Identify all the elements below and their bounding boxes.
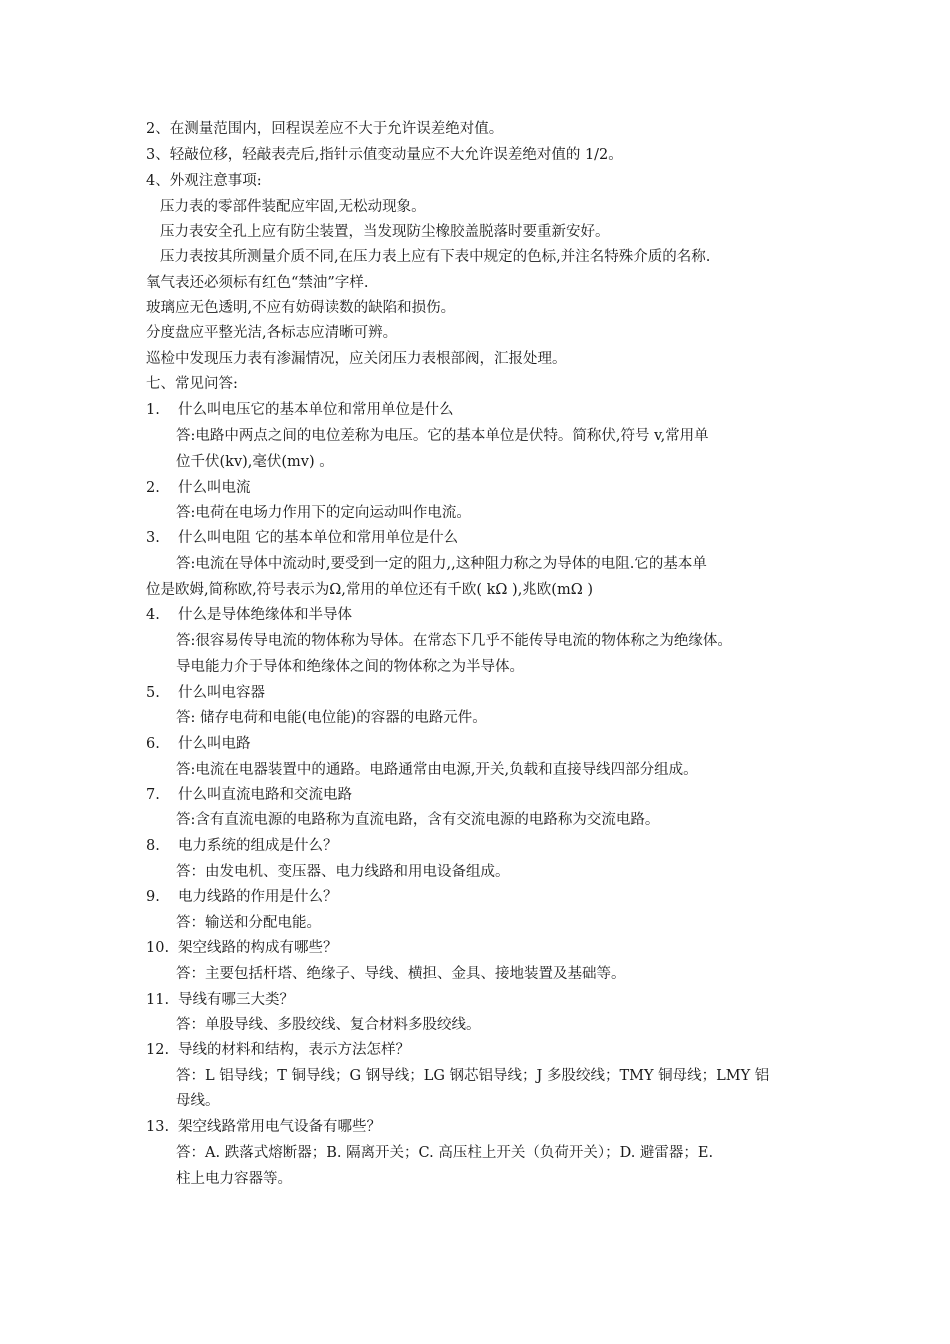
answer-text: 答：L 铝导线；T 铜导线；G 钢导线；LG 钢芯铝导线；J 多股绞线；TMY 铜母线；LMY 铝 <box>176 1068 770 1084</box>
question <box>146 990 294 1010</box>
answer-text: 位千伏(kv),毫伏(mv) 。 <box>176 454 334 470</box>
question-number: 11. <box>146 992 170 1008</box>
answer-text: 答: 储存电荷和电能(电位能)的容器的电路元件。 <box>176 710 487 726</box>
paragraph: 3、轻敲位移，轻敲表壳后,指针示值变动量应不大允许误差绝对值的 1/2。 <box>146 147 623 163</box>
question <box>146 528 458 548</box>
question-number: 2. <box>146 480 160 496</box>
answer-text: 答:很容易传导电流的物体称为导体。在常态下几乎不能传导电流的物体称之为绝缘体。 <box>176 633 732 649</box>
answer-text: 导电能力介于导体和绝缘体之间的物体称之为半导体。 <box>176 659 524 675</box>
question <box>146 1117 381 1137</box>
question-number: 1. <box>146 402 160 418</box>
question-number: 5. <box>146 685 160 701</box>
answer-text: 答:含有直流电源的电路称为直流电路，含有交流电源的电路称为交流电路。 <box>176 812 660 828</box>
question <box>146 605 352 625</box>
answer-text: 答：主要包括杆塔、绝缘子、导线、横担、金具、接地装置及基础等。 <box>176 966 626 982</box>
question-text: 电力系统的组成是什么？ <box>178 838 338 854</box>
question <box>146 836 338 856</box>
answer-text: 答：A. 跌落式熔断器；B. 隔离开关；C. 高压柱上开关（负荷开关）；D. 避雷器；E. <box>176 1145 714 1161</box>
question <box>146 887 338 907</box>
paragraph: 巡检中发现压力表有渗漏情况，应关闭压力表根部阀，汇报处理。 <box>146 351 567 367</box>
answer-text: 答:电流在导体中流动时,要受到一定的阻力,,这种阻力称之为导体的电阻.它的基本单 <box>176 556 707 572</box>
paragraph: 分度盘应平整光洁,各标志应清晰可辨。 <box>146 325 398 341</box>
question-text: 什么叫电阻 它的基本单位和常用单位是什么 <box>178 530 459 546</box>
paragraph: 玻璃应无色透明,不应有妨碍读数的缺陷和损伤。 <box>146 300 456 316</box>
question-text: 什么叫直流电路和交流电路 <box>178 787 352 803</box>
answer-text: 答：单股导线、多股绞线、复合材料多股绞线。 <box>176 1017 481 1033</box>
question <box>146 1040 410 1060</box>
paragraph: 压力表安全孔上应有防尘装置，当发现防尘橡胶盖脱落时要重新安好。 <box>160 224 610 240</box>
question-text: 架空线路的构成有哪些？ <box>178 940 338 956</box>
question-number: 8. <box>146 838 160 854</box>
question-number: 4. <box>146 607 160 623</box>
answer-text: 答：由发电机、变压器、电力线路和用电设备组成。 <box>176 864 510 880</box>
question <box>146 785 352 805</box>
paragraph: 氧气表还必须标有红色“禁油”字样. <box>146 275 369 291</box>
question-number: 9. <box>146 889 160 905</box>
answer-text: 答:电路中两点之间的电位差称为电压。它的基本单位是伏特。简称伏,符号 v,常用单 <box>176 428 709 444</box>
question <box>146 734 251 754</box>
question <box>146 938 338 958</box>
answer-text: 母线。 <box>176 1093 220 1109</box>
question-text: 什么叫电流 <box>178 480 251 496</box>
question-number: 12. <box>146 1042 170 1058</box>
question-number: 6. <box>146 736 160 752</box>
question-text: 架空线路常用电气设备有哪些？ <box>178 1119 381 1135</box>
section-heading: 七、常见问答: <box>146 376 238 392</box>
question-text: 电力线路的作用是什么？ <box>178 889 338 905</box>
paragraph: 4、外观注意事项: <box>146 173 262 189</box>
question <box>146 478 251 498</box>
question-text: 导线有哪三大类？ <box>178 992 294 1008</box>
question-number: 10. <box>146 940 170 956</box>
paragraph: 压力表按其所测量介质不同,在压力表上应有下表中规定的色标,并注名特殊介质的名称. <box>160 249 711 265</box>
answer-text: 柱上电力容器等。 <box>176 1171 292 1187</box>
question-number: 13. <box>146 1119 170 1135</box>
question-text: 什么叫电容器 <box>178 685 265 701</box>
question-text: 什么叫电压它的基本单位和常用单位是什么 <box>178 402 454 418</box>
answer-text: 答:电荷在电场力作用下的定向运动叫作电流。 <box>176 505 471 521</box>
answer-text: 位是欧姆,简称欧,符号表示为Ω,常用的单位还有千欧( kΩ ),兆欧(mΩ ) <box>146 582 593 598</box>
question <box>146 400 454 420</box>
question-number: 7. <box>146 787 160 803</box>
question <box>146 683 265 703</box>
answer-text: 答：输送和分配电能。 <box>176 915 321 931</box>
question-text: 什么是导体绝缘体和半导体 <box>178 607 352 623</box>
question-text: 导线的材料和结构，表示方法怎样？ <box>178 1042 410 1058</box>
paragraph: 2、在测量范围内，回程误差应不大于允许误差绝对值。 <box>146 121 504 137</box>
question-text: 什么叫电路 <box>178 736 251 752</box>
paragraph: 压力表的零部件装配应牢固,无松动现象。 <box>160 199 426 215</box>
answer-text: 答:电流在电器装置中的通路。电路通常由电源,开关,负载和直接导线四部分组成。 <box>176 762 698 778</box>
question-number: 3. <box>146 530 160 546</box>
